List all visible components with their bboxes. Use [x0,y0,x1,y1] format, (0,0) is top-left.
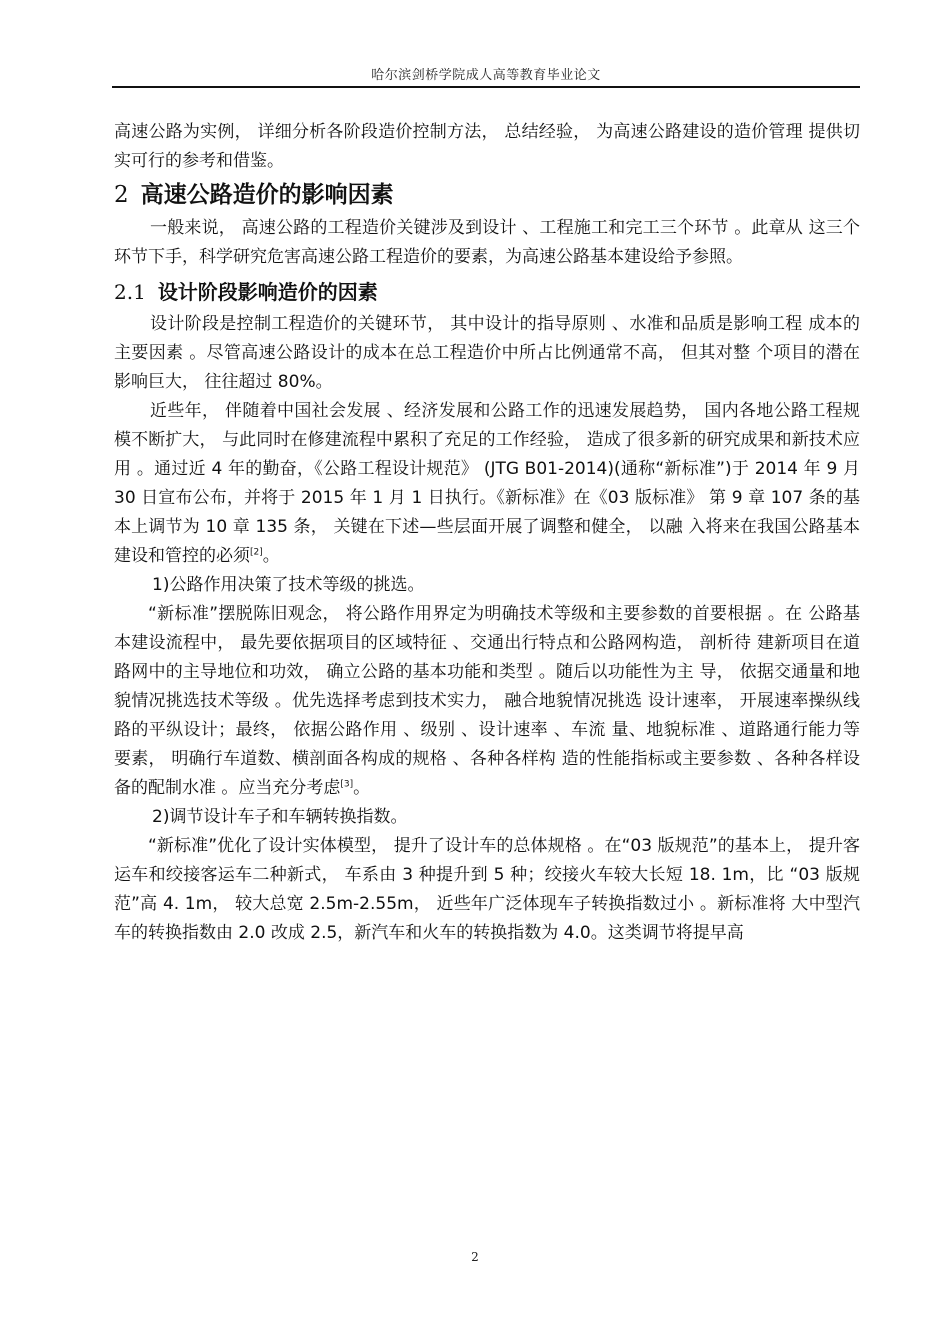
section-2-number: 2 [114,182,129,208]
item-2-title: 2)调节设计车子和车辆转换指数。 [152,807,408,827]
paragraph-2-end: 。 [262,546,280,566]
item-1-end: 。 [353,778,371,798]
intro-paragraph: 高速公路为实例， 详细分析各阶段造价控制方法， 总结经验， 为高速公路建设的造价管理 提供切实可行的参考和借鉴。 [114,122,860,171]
section-2-1-heading [114,274,860,310]
body-content [114,118,860,948]
citation-2: [2] [250,547,263,558]
item-1-title: 1)公路作用决策了技术等级的挑选。 [152,575,425,595]
page-number: 2 [471,1250,479,1264]
section-2-1-paragraph-1: 设计阶段是控制工程造价的关键环节， 其中设计的指导原则 、水准和品质是影响工程 成本的主要因素 。尽管高速公路设计的成本在总工程造价中所占比例通常不高， 但其对整 个项目的潜在影响巨大， 往往超过 80%。 [114,314,860,392]
section-2-title: 高速公路造价的影响因素 [140,182,394,208]
running-header: 哈尔滨剑桥学院成人高等教育毕业论文 [371,68,601,83]
citation-3: [3] [340,779,354,790]
section-2-heading [114,176,860,214]
section-2-1-title: 设计阶段影响造价的因素 [157,280,378,304]
paragraph-2-text: 近些年， 伴随着中国社会发展 、经济发展和公路工作的迅速发展趋势， 国内各地公路工程规模不断扩大， 与此同时在修建流程中累积了充足的工作经验， 造成了很多新的研究成果和新技术应用 。通过近 4 年的勤奋，《公路工程设计规范》 (JTG B01-2014)(通称“新标准”)于 2014 年 9 月 30 日宣布公布，并将于 2015 年 1 月 1 日执行。《新标准》在《03 版标准》 第 9 章 107 条的基本上调节为 10 章 135 条， 关键在下述—些层面开展了调整和健全， 以融 入将来在我国公路基本建设和管控的必须 [114,401,860,566]
item-1-text: “新标准”摆脱陈旧观念， 将公路作用界定为明确技术等级和主要参数的首要根据 。在 公路基本建设流程中， 最先要依据项目的区域特征 、交通出行特点和公路网构造， 剖析待 建新项目在道路网中的主导地位和功效， 确立公路的基本功能和类型 。随后以功能性为主 导， 依据交通量和地貌情况挑选技术等级 。优先选择考虑到技术实力， 融合地貌情况挑选 设计速率， 开展速率操纵线路的平纵设计；最终， 依据公路作用 、级别 、设计速率 、车流 量、地貌标准 、道路通行能力等要素， 明确行车道数、横剖面各构成的规格 、各种各样构 造的性能指标或主要参数 、各种各样设备的配制水准 。应当充分考虑 [114,604,860,798]
header-rule [112,86,860,88]
section-2-paragraph: 一般来说， 高速公路的工程造价关键涉及到设计 、工程施工和完工三个环节 。此章从 这三个环节下手，科学研究危害高速公路工程造价的要素，为高速公路基本建设给予参照。 [114,218,860,267]
item-1-body [114,600,860,803]
section-2-1-number: 2.1 [114,280,146,304]
item-2-body: “新标准”优化了设计实体模型， 提升了设计车的总体规格 。在“03 版规范”的基本上， 提升客运车和绞接客运车二种新式， 车系由 3 种提升到 5 种；绞接火车较大长短 18. 1m，比 “03 版规范”高 4. 1m， 较大总宽 2.5m-2.55m， 近些年广泛体现车子转换指数过小 。新标准将 大中型汽车的转换指数由 2.0 改成 2.5，新汽车和火车的转换指数为 4.0。这类调节将提早高 [114,836,860,943]
section-2-1-paragraph-2 [114,397,860,571]
